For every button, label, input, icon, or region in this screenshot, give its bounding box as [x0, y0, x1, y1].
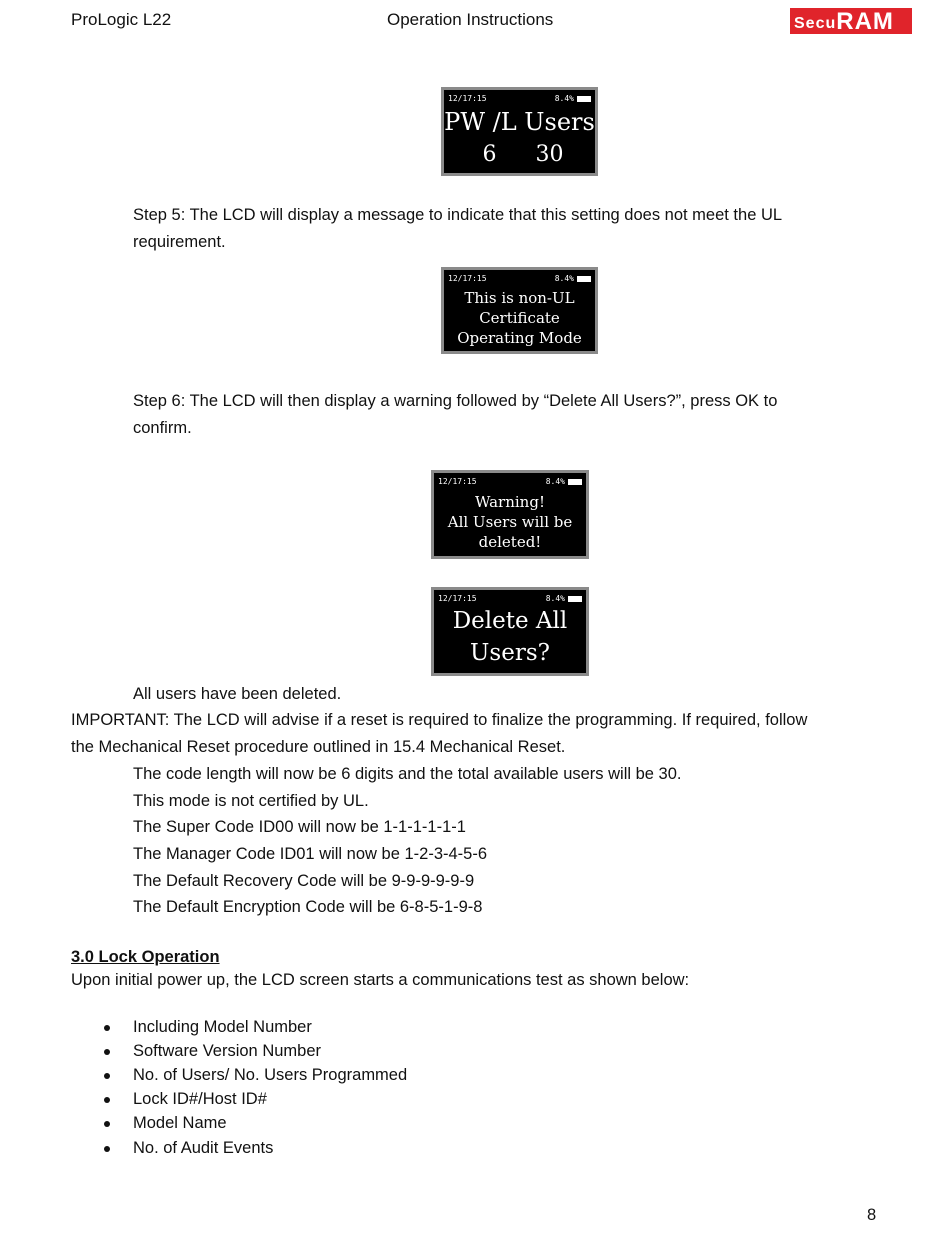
- lcd-line: PW /L Users: [444, 108, 595, 136]
- info-line: The Default Encryption Code will be 6-8-5-1-9-8: [133, 898, 483, 916]
- bullet-icon: [104, 1049, 110, 1055]
- section-intro: Upon initial power up, the LCD screen starts a communications test as shown below:: [71, 971, 690, 989]
- bullet-icon: [104, 1146, 110, 1152]
- lcd-user-count: 30: [535, 142, 564, 167]
- list-item: Lock ID#/Host ID#: [133, 1090, 267, 1108]
- info-line: The code length will now be 6 digits and the total available users will be 30.: [133, 765, 682, 783]
- bullet-icon: [104, 1073, 110, 1079]
- step5-line1: Step 5: The LCD will display a message to indicate that this setting does not meet the UL: [133, 206, 783, 224]
- lcd-line: Certificate: [479, 309, 560, 327]
- lcd-code-length: 6: [482, 142, 497, 167]
- lcd-screen-non-ul: [441, 267, 598, 354]
- lcd-line: Operating Mode: [457, 329, 582, 347]
- lcd-values: [444, 142, 595, 167]
- lcd-screen-delete-users: [431, 587, 589, 676]
- lcd-line: deleted!: [478, 533, 542, 551]
- bullet-icon: [104, 1025, 110, 1031]
- logo-text-part1: Secu: [794, 15, 837, 32]
- list-item: Model Name: [133, 1114, 227, 1132]
- list-item: No. of Users/ No. Users Programmed: [133, 1066, 408, 1084]
- lcd-line: Warning!: [475, 493, 545, 511]
- lcd-line: This is non-UL: [464, 289, 575, 307]
- list-item: Including Model Number: [133, 1018, 312, 1036]
- info-line: The Manager Code ID01 will now be 1-2-3-4-5-6: [133, 845, 488, 863]
- info-line: This mode is not certified by UL.: [133, 792, 369, 810]
- battery-icon: [577, 96, 591, 102]
- lcd-line: Users?: [470, 640, 550, 666]
- info-line: The Default Recovery Code will be 9-9-9-9-9-9: [133, 872, 475, 890]
- logo-text-part2: RAM: [836, 8, 894, 35]
- lcd-time: 12/17:15: [448, 274, 487, 283]
- lcd-line: All Users will be: [447, 513, 573, 531]
- step5-line2: requirement.: [133, 233, 226, 251]
- lcd-screen-warning: [431, 470, 589, 559]
- page-number: 8: [867, 1206, 877, 1224]
- header-product: ProLogic L22: [71, 10, 172, 29]
- list-item: Software Version Number: [133, 1042, 322, 1060]
- lcd-battery: 8.4%: [546, 477, 582, 486]
- lcd-time: 12/17:15: [438, 594, 477, 603]
- important-line1: IMPORTANT: The LCD will advise if a reset is required to finalize the programming. If required, follow: [71, 711, 808, 729]
- bullet-icon: [104, 1097, 110, 1103]
- lcd-time: 12/17:15: [438, 477, 477, 486]
- header-title: Operation Instructions: [387, 10, 554, 29]
- important-line2: the Mechanical Reset procedure outlined in 15.4 Mechanical Reset.: [71, 738, 566, 756]
- lcd-battery: 8.4%: [546, 594, 582, 603]
- lcd-time: 12/17:15: [448, 94, 487, 103]
- section-heading: 3.0 Lock Operation: [71, 948, 220, 966]
- info-line: The Super Code ID00 will now be 1-1-1-1-1-1: [133, 818, 466, 836]
- lcd-line: Delete All: [452, 608, 568, 634]
- battery-icon: [568, 479, 582, 485]
- step6-line1: Step 6: The LCD will then display a warning followed by “Delete All Users?”, press OK to: [133, 392, 778, 410]
- battery-icon: [577, 276, 591, 282]
- securam-logo: [790, 8, 912, 34]
- list-item: No. of Audit Events: [133, 1139, 274, 1157]
- deleted-note: All users have been deleted.: [133, 685, 342, 703]
- lcd-battery: 8.4%: [555, 274, 591, 283]
- bullet-icon: [104, 1121, 110, 1127]
- lcd-battery: 8.4%: [555, 94, 591, 103]
- step6-line2: confirm.: [133, 419, 192, 437]
- battery-icon: [568, 596, 582, 602]
- lcd-screen-users: [441, 87, 598, 176]
